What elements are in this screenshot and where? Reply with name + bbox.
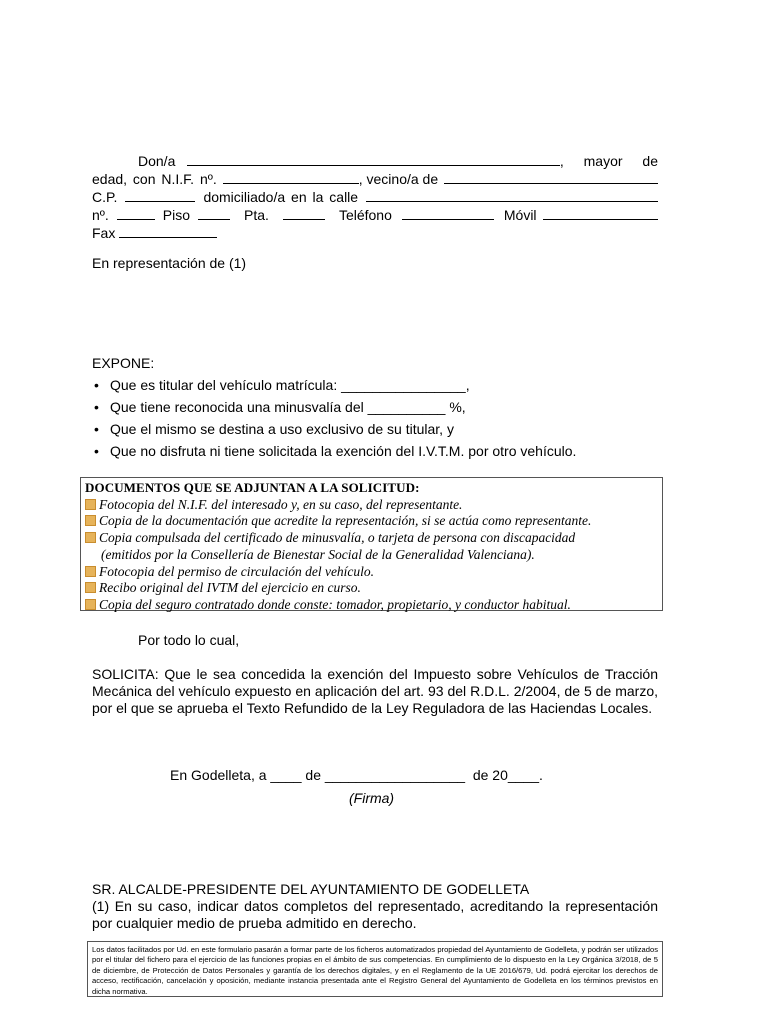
data-protection-text: Los datos facilitados por Ud. en este formulario pasarán a formar parte de los ficheros automatizados propiedad del Ayuntamiento de Godelleta, y podrán ser utilizados por el titular del fichero para el ejercicio de las funciones propias en el ámbito de sus competencias. En cumplimiento de lo dispuesto en la Ley Orgánica 3/2018, de 5 de diciembre, de Protección de Datos Personales y garantía de los derechos digitales, y en el Reglamento de la UE 2016/679, Ud. podrá ejercitar los derechos de acceso, rectificación, cancelación y oposición, mediante instancia presentada ante el Registro General del Ayuntamiento de Godelleta en los términos previstos en dicha normativa. <box>92 945 658 996</box>
checkbox-icon[interactable] <box>85 599 96 610</box>
pta-label: Pta. <box>244 207 269 223</box>
document-item: Copia compulsada del certificado de minusvalía, o tarjeta de persona con discapacidad <box>85 530 658 547</box>
edad-nif-label: edad, con N.I.F. nº. <box>92 171 217 187</box>
line-don <box>92 152 658 170</box>
document-item: Recibo original del IVTM del ejercicio en curso. <box>85 580 658 597</box>
calle-blank[interactable] <box>366 188 658 202</box>
expone-item: • Que no disfruta ni tiene solicitada la exención del I.V.T.M. por otro vehículo. <box>94 443 577 459</box>
movil-label: Móvil <box>503 207 537 223</box>
document-item: Fotocopia del permiso de circulación del vehículo. <box>85 564 658 581</box>
nif-blank[interactable] <box>223 170 359 184</box>
pta-blank[interactable] <box>283 206 325 220</box>
checkbox-icon[interactable] <box>85 499 96 510</box>
vecino-blank[interactable] <box>444 170 658 184</box>
domiciliado-label: domiciliado/a en la calle <box>203 189 359 205</box>
expone-list <box>92 374 672 462</box>
line-fax <box>92 224 658 242</box>
telefono-blank[interactable] <box>402 206 494 220</box>
data-protection-notice <box>87 941 663 997</box>
movil-blank[interactable] <box>543 206 658 220</box>
cp-label: C.P. <box>92 189 118 205</box>
representacion-label: En representación de (1) <box>92 255 247 271</box>
applicant-data-block <box>92 152 658 242</box>
checkbox-icon[interactable] <box>85 515 96 526</box>
num-blank[interactable] <box>117 206 155 220</box>
checkbox-icon[interactable] <box>85 532 96 543</box>
cp-blank[interactable] <box>125 188 195 202</box>
fax-blank[interactable] <box>119 224 217 238</box>
nota-representacion: (1) En su caso, indicar datos completos del representado, acreditando la representación por cualquier medio de prueba admitido en derecho. <box>92 898 658 931</box>
firma-label: (Firma) <box>349 790 395 806</box>
expone-item: • Que tiene reconocida una minusvalía del __________ %, <box>94 399 466 415</box>
fax-label: Fax <box>92 225 116 241</box>
expone-title: EXPONE: <box>92 355 155 371</box>
expone-item: • Que el mismo se destina a uso exclusivo de su titular, y <box>94 421 454 437</box>
document-item: Fotocopia del N.I.F. del interesado y, en su caso, del representante. <box>85 497 658 514</box>
don-label: Don/a <box>138 153 176 169</box>
telefono-label: Teléfono <box>338 207 392 223</box>
document-item: Copia de la documentación que acredite la representación, si se actúa como representante. <box>85 513 658 530</box>
checkbox-icon[interactable] <box>85 582 96 593</box>
line-edad <box>92 170 658 188</box>
fecha-line: En Godelleta, a ____ de __________________ de 20____. <box>170 767 543 783</box>
por-todo-text: Por todo lo cual, <box>138 632 240 648</box>
expone-item: • Que es titular del vehículo matrícula: ________________, <box>94 377 470 393</box>
num-label: nº. <box>92 207 109 223</box>
document-item: Copia del seguro contratado donde conste: tomador, propietario, y conductor habitual. <box>85 597 658 614</box>
destinatario: SR. ALCALDE-PRESIDENTE DEL AYUNTAMIENTO DE GODELLETA <box>92 881 530 897</box>
documents-title: DOCUMENTOS QUE SE ADJUNTAN A LA SOLICITUD: <box>85 480 420 495</box>
piso-blank[interactable] <box>198 206 230 220</box>
line-cp <box>92 188 658 206</box>
documents-box <box>80 477 663 611</box>
document-item-continuation: (emitidos por la Consellería de Bienestar Social de la Generalidad Valenciana). <box>101 546 535 562</box>
line-num <box>92 206 658 224</box>
vecino-label: , vecino/a de <box>358 171 439 187</box>
mayor-label: , mayor de <box>559 153 658 169</box>
piso-label: Piso <box>162 207 191 223</box>
solicita-paragraph: SOLICITA: Que le sea concedida la exención del Impuesto sobre Vehículos de Tracción Mecánica del vehículo expuesto en aplicación del art. 93 del R.D.L. 2/2004, de 5 de marzo, por el que se aprueba el Texto Refundido de la Ley Reguladora de las Haciendas Locales. <box>92 666 658 716</box>
checkbox-icon[interactable] <box>85 566 96 577</box>
name-blank[interactable] <box>187 152 560 166</box>
